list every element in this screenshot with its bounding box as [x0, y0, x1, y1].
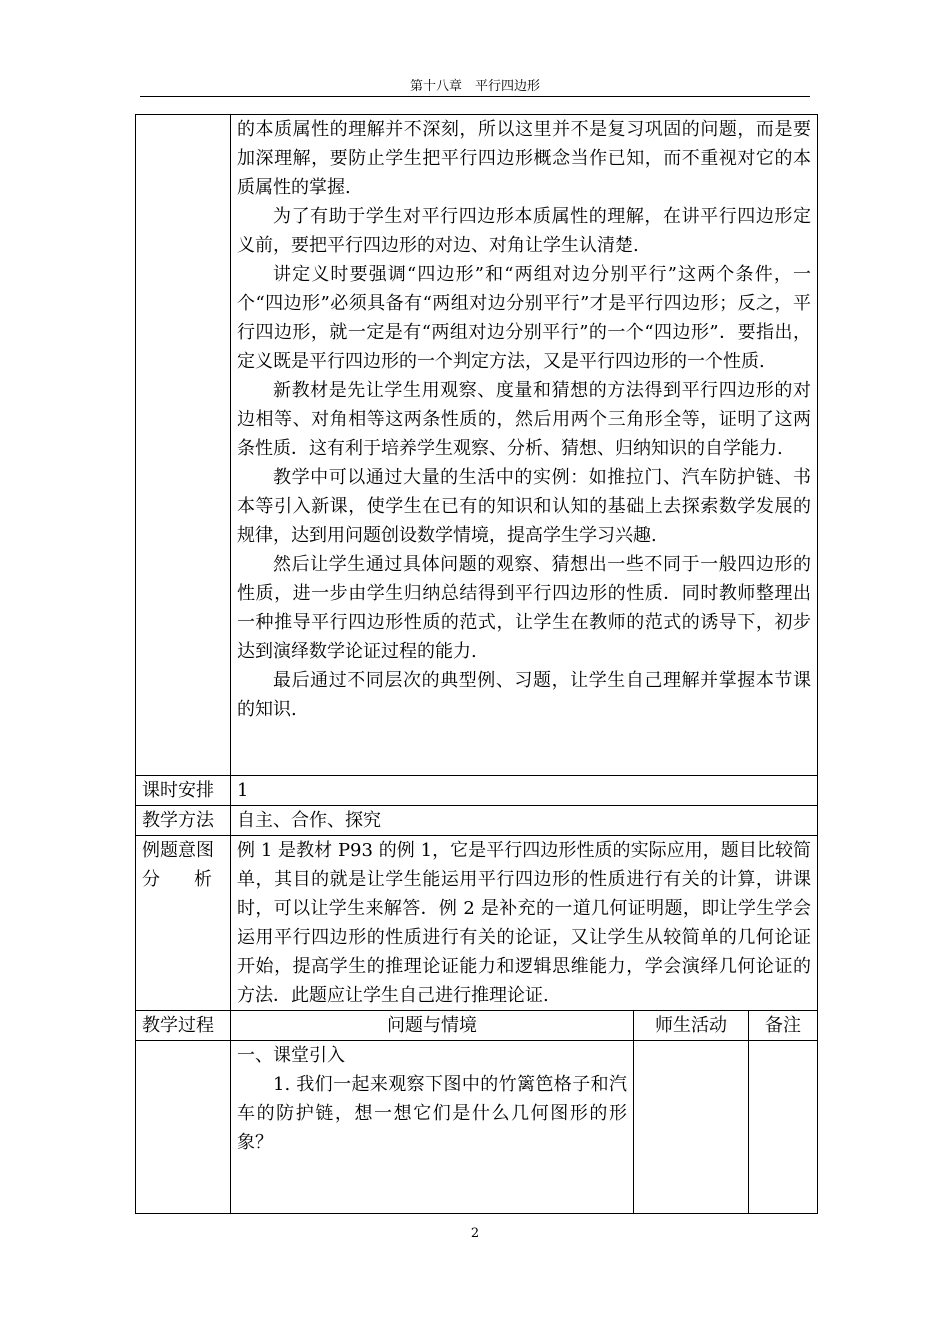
- example-label-line1: 例题意图: [142, 840, 214, 861]
- example-value: [231, 836, 818, 1011]
- col-header-activity: 师生活动: [634, 1011, 749, 1041]
- col-header-note: 备注: [749, 1011, 818, 1041]
- process-content-row: [136, 1041, 818, 1214]
- method-label: 教学方法: [136, 806, 231, 836]
- section-title: 一、课堂引入: [237, 1045, 345, 1066]
- analysis-paragraph: 新教材是先让学生用观察、度量和猜想的方法得到平行四边形的对边相等、对角相等这两条性质的，然后用两个三角形全等，证明了这两条性质．这有利于培养学生观察、分析、猜想、归纳知识的自学能力.: [237, 380, 811, 459]
- process-header-row: [136, 1011, 818, 1041]
- example-text: 例 1 是教材 P93 的例 1，它是平行四边形性质的实际应用，题目比较简单，其目的就是让学生能运用平行四边形的性质进行有关的计算，讲课时，可以让学生来解答．例 2 是补充的一道几何证明题，即让学生学会运用平行四边形的性质进行有关的论证，又让学生从较简单的几何论证开始，提高学生的推理论证能力和逻辑思维能力，学会演绎几何论证的方法．此题应让学生自己进行推理论证.: [237, 840, 811, 1006]
- method-value: 自主、合作、探究: [231, 806, 818, 836]
- analysis-content-cell: [231, 115, 818, 776]
- analysis-label-cell: [136, 115, 231, 776]
- header-rule: [140, 96, 810, 97]
- analysis-paragraph: 讲定义时要强调“四边形”和“两组对边分别平行”这两个条件，一个“四边形”必须具备有“两组对边分别平行”才是平行四边形；反之，平行四边形，就一定是有“两组对边分别平行”的一个“四边形”．要指出，定义既是平行四边形的一个判定方法，又是平行四边形的一个性质.: [237, 264, 811, 372]
- class-hours-label: 课时安排: [136, 776, 231, 806]
- example-label-part: 分: [142, 869, 160, 890]
- method-row: [136, 806, 818, 836]
- example-label-cell: [136, 836, 231, 1011]
- analysis-row: [136, 115, 818, 776]
- lesson-plan-table: [135, 114, 818, 1214]
- example-label-part: 析: [194, 869, 212, 890]
- class-hours-value: 1: [231, 776, 818, 806]
- example-label-line2: [142, 865, 212, 894]
- analysis-paragraph: 教学中可以通过大量的生活中的实例：如推拉门、汽车防护链、书本等引入新课，使学生在已有的知识和认知的基础上去探索数学发展的规律，达到用问题创设数学情境，提高学生学习兴趣.: [237, 467, 811, 546]
- intro-item-1: 1. 我们一起来观察下图中的竹篱笆格子和汽车的防护链，想一想它们是什么几何图形的形象？: [237, 1074, 627, 1153]
- analysis-paragraph: 为了有助于学生对平行四边形本质属性的理解，在讲平行四边形定义前，要把平行四边形的对边、对角让学生认清楚.: [237, 206, 811, 256]
- col-header-problem: 问题与情境: [231, 1011, 634, 1041]
- page-header: 第十八章 平行四边形: [409, 79, 540, 94]
- process-note-cell: [749, 1041, 818, 1214]
- process-activity-cell: [634, 1041, 749, 1214]
- example-row: [136, 836, 818, 1011]
- process-label: 教学过程: [136, 1011, 231, 1041]
- analysis-paragraph: 最后通过不同层次的典型例、习题，让学生自己理解并掌握本节课的知识.: [237, 670, 811, 720]
- page-number: 2: [470, 1226, 480, 1241]
- process-problem-cell: [231, 1041, 634, 1214]
- analysis-paragraph: 的本质属性的理解并不深刻，所以这里并不是复习巩固的问题，而是要加深理解，要防止学生把平行四边形概念当作已知，而不重视对它的本质属性的掌握.: [237, 119, 811, 198]
- analysis-paragraph: 然后让学生通过具体问题的观察、猜想出一些不同于一般四边形的性质，进一步由学生归纳总结得到平行四边形的性质．同时教师整理出一种推导平行四边形性质的范式，让学生在教师的范式的诱导下，初步达到演绎数学论证过程的能力.: [237, 554, 811, 662]
- process-empty-cell: [136, 1041, 231, 1214]
- class-hours-row: [136, 776, 818, 806]
